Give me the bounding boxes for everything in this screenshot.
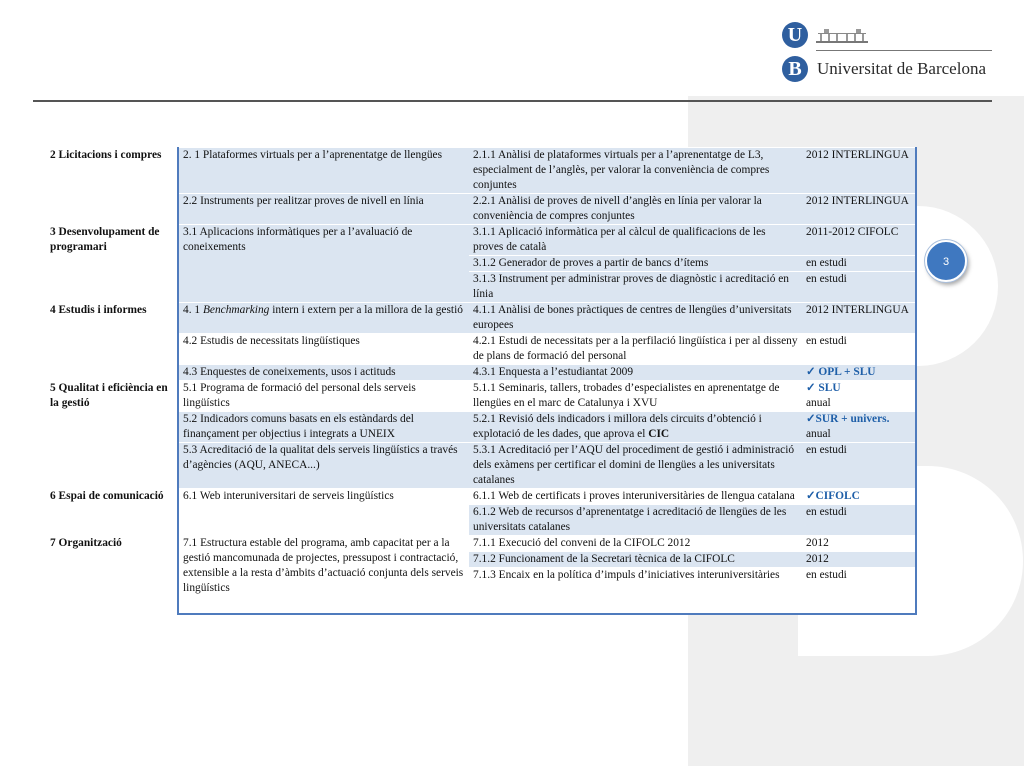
area-cell: 7 Organització bbox=[46, 536, 178, 615]
check-icon: ✓ bbox=[806, 366, 816, 378]
university-logo bbox=[782, 22, 994, 84]
action-cell: 3.1.1 Aplicació informàtica per al càlcul de qualificacions de les proves de català bbox=[469, 225, 802, 256]
logo-rule bbox=[816, 50, 992, 51]
status-cell: en estudi bbox=[802, 334, 916, 365]
action-cell: 5.3.1 Acreditació per l’AQU del procediment de gestió i administració dels exàmens per certificar el domini de llengües a les universitats catalanes bbox=[469, 443, 802, 489]
action-cell: 5.1.1 Seminaris, tallers, trobades d’especialistes en aprenentatge de llengües en el marc de Catalunya i XVU bbox=[469, 381, 802, 412]
action-bold: CIC bbox=[648, 428, 670, 440]
university-name: Universitat de Barcelona bbox=[817, 59, 986, 78]
status-text: SLU bbox=[815, 382, 841, 394]
area-cell: 5 Qualitat i eficiència en la gestió bbox=[46, 381, 178, 489]
header-divider bbox=[33, 100, 992, 102]
check-icon: ✓ bbox=[806, 382, 816, 394]
action-cell: 3.1.2 Generador de proves a partir de bancs d’ítems bbox=[469, 256, 802, 272]
action-cell: 4.3.1 Enquesta a l’estudiantat 2009 bbox=[469, 365, 802, 381]
objective-cell: 2. 1 Plataformes virtuals per a l’aprenentatge de llengües bbox=[178, 148, 469, 194]
objective-number: 4. 1 bbox=[183, 304, 203, 316]
objective-cell: 2.2 Instruments per realitzar proves de nivell en línia bbox=[178, 194, 469, 225]
table-row bbox=[46, 148, 916, 194]
objective-cell: 4.2 Estudis de necessitats lingüístiques bbox=[178, 334, 469, 365]
status-text: CIFOLC bbox=[815, 490, 860, 502]
status-cell: 2012 bbox=[802, 552, 916, 568]
check-icon: ✓ bbox=[806, 413, 816, 425]
objective-cell: 6.1 Web interuniversitari de serveis lingüístics bbox=[178, 489, 469, 536]
page-number-badge: 3 bbox=[925, 240, 967, 282]
status-frequency: anual bbox=[806, 397, 831, 409]
area-cell: 4 Estudis i informes bbox=[46, 303, 178, 381]
status-cell bbox=[802, 489, 916, 505]
check-icon: ✓ bbox=[806, 490, 816, 502]
status-cell bbox=[802, 365, 916, 381]
action-plan-table bbox=[46, 147, 917, 615]
table-row bbox=[46, 536, 916, 552]
objective-cell bbox=[178, 303, 469, 334]
status-cell: en estudi bbox=[802, 272, 916, 303]
objective-emphasis: Benchmarking bbox=[202, 304, 270, 316]
action-cell: 4.2.1 Estudi de necessitats per a la perfilació lingüística i per al disseny de plans de formació del personal bbox=[469, 334, 802, 365]
objective-cell: 4.3 Enquestes de coneixements, usos i actituds bbox=[178, 365, 469, 381]
status-cell: 2012 INTERLINGUA bbox=[802, 303, 916, 334]
building-icon bbox=[816, 28, 868, 44]
objective-cell: 5.3 Acreditació de la qualitat dels serveis lingüístics a través d’agències (AQU, ANECA...) bbox=[178, 443, 469, 489]
status-cell: en estudi bbox=[802, 256, 916, 272]
status-cell: 2012 INTERLINGUA bbox=[802, 194, 916, 225]
area-cell: 3 Desenvolupament de programari bbox=[46, 225, 178, 303]
status-text: SUR + univers. bbox=[815, 413, 890, 425]
objective-cell: 5.1 Programa de formació del personal dels serveis lingüístics bbox=[178, 381, 469, 412]
objective-text: intern i extern per a la millora de la gestió bbox=[269, 304, 463, 316]
action-cell: 7.1.1 Execució del conveni de la CIFOLC 2012 bbox=[469, 536, 802, 552]
table-row bbox=[46, 225, 916, 256]
action-cell: 2.2.1 Anàlisi de proves de nivell d’anglès en línia per valorar la conveniència de compres conjuntes bbox=[469, 194, 802, 225]
action-cell: 4.1.1 Anàlisi de bones pràctiques de centres de llengües d’universitats europees bbox=[469, 303, 802, 334]
action-cell: 6.1.2 Web de recursos d’aprenentatge i acreditació de llengües de les universitats catalanes bbox=[469, 505, 802, 536]
status-cell bbox=[802, 412, 916, 443]
action-cell: 2.1.1 Anàlisi de plataformes virtuals per a l’aprenentatge de L3, especialment de l’anglès, per valorar la conveniència de compres conjuntes bbox=[469, 148, 802, 194]
action-cell bbox=[469, 412, 802, 443]
table-row bbox=[46, 381, 916, 412]
status-cell: 2012 INTERLINGUA bbox=[802, 148, 916, 194]
action-cell: 3.1.3 Instrument per administrar proves de diagnòstic i acreditació en línia bbox=[469, 272, 802, 303]
status-cell: 2011-2012 CIFOLC bbox=[802, 225, 916, 256]
objective-cell: 3.1 Aplicacions informàtiques per a l’avaluació de coneixements bbox=[178, 225, 469, 303]
status-cell bbox=[802, 381, 916, 412]
area-cell: 6 Espai de comunicació bbox=[46, 489, 178, 536]
logo-b-badge: B bbox=[782, 56, 808, 82]
action-cell: 7.1.3 Encaix en la política d’impuls d’iniciatives interuniversitàries bbox=[469, 568, 802, 615]
status-text: OPL + SLU bbox=[815, 366, 876, 378]
status-cell: 2012 bbox=[802, 536, 916, 552]
status-cell: en estudi bbox=[802, 568, 916, 615]
table-row bbox=[46, 303, 916, 334]
status-cell: en estudi bbox=[802, 443, 916, 489]
logo-u-badge: U bbox=[782, 22, 808, 48]
table-row bbox=[46, 489, 916, 505]
status-cell: en estudi bbox=[802, 505, 916, 536]
objective-cell: 7.1 Estructura estable del programa, amb capacitat per a la gestió mancomunada de projectes, pressupost i contractació, extensible a la resta d’àmbits d’actuació conjunta dels serveis lingüístics bbox=[178, 536, 469, 615]
action-cell: 6.1.1 Web de certificats i proves interuniversitàries de llengua catalana bbox=[469, 489, 802, 505]
area-cell: 2 Licitacions i compres bbox=[46, 148, 178, 225]
action-text: 5.2.1 Revisió dels indicadors i millora dels circuits d’obtenció i explotació de les dades, que aprova el bbox=[473, 413, 762, 440]
status-frequency: anual bbox=[806, 428, 831, 440]
action-cell: 7.1.2 Funcionament de la Secretari tècnica de la CIFOLC bbox=[469, 552, 802, 568]
objective-cell: 5.2 Indicadors comuns basats en els estàndards del finançament per objectius i integrats a UNEIX bbox=[178, 412, 469, 443]
